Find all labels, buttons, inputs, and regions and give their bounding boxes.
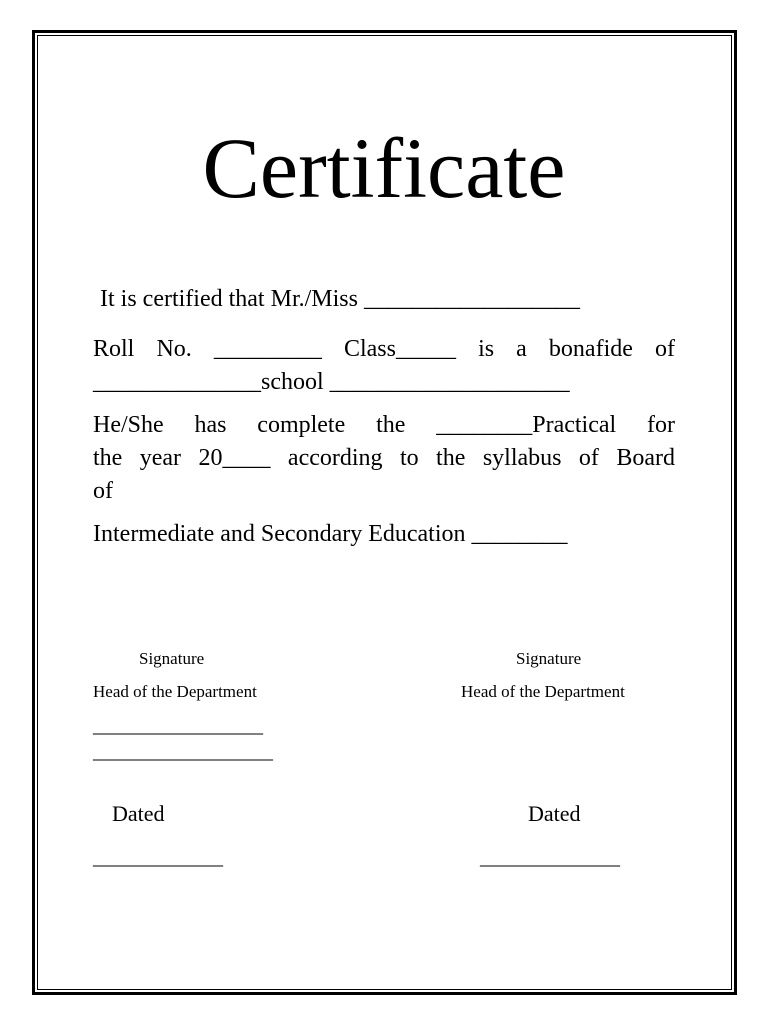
board-name-line: Intermediate and Secondary Education ________ [93,521,568,547]
left-dated-blank: _____________ [93,847,223,869]
certificate-title: Certificate [202,120,566,216]
left-head-of-department: Head of the Department [93,682,257,701]
right-dated-blank: ______________ [480,847,620,869]
practical-line: He/She has complete the ________Practical for [93,412,675,438]
left-signature-blank-2: __________________ [93,741,273,763]
board-of-line: of [93,478,113,504]
practical-paragraph [93,409,675,508]
left-signature-label: Signature [139,649,205,668]
roll-class-line: Roll No. _________ Class_____ is a bonafide of [93,336,675,362]
right-head-of-department: Head of the Department [461,682,625,701]
school-line: ______________school ____________________ [93,369,570,395]
right-signature-label: Signature [516,649,582,668]
certified-name-line: It is certified that Mr./Miss __________________ [100,286,580,312]
left-signature-blank-1: _________________ [93,715,263,737]
right-dated-label: Dated [528,801,581,826]
roll-class-paragraph [93,333,675,399]
year-syllabus-line: the year 20____ according to the syllabus of Board [93,445,675,471]
left-dated-label: Dated [112,801,165,826]
